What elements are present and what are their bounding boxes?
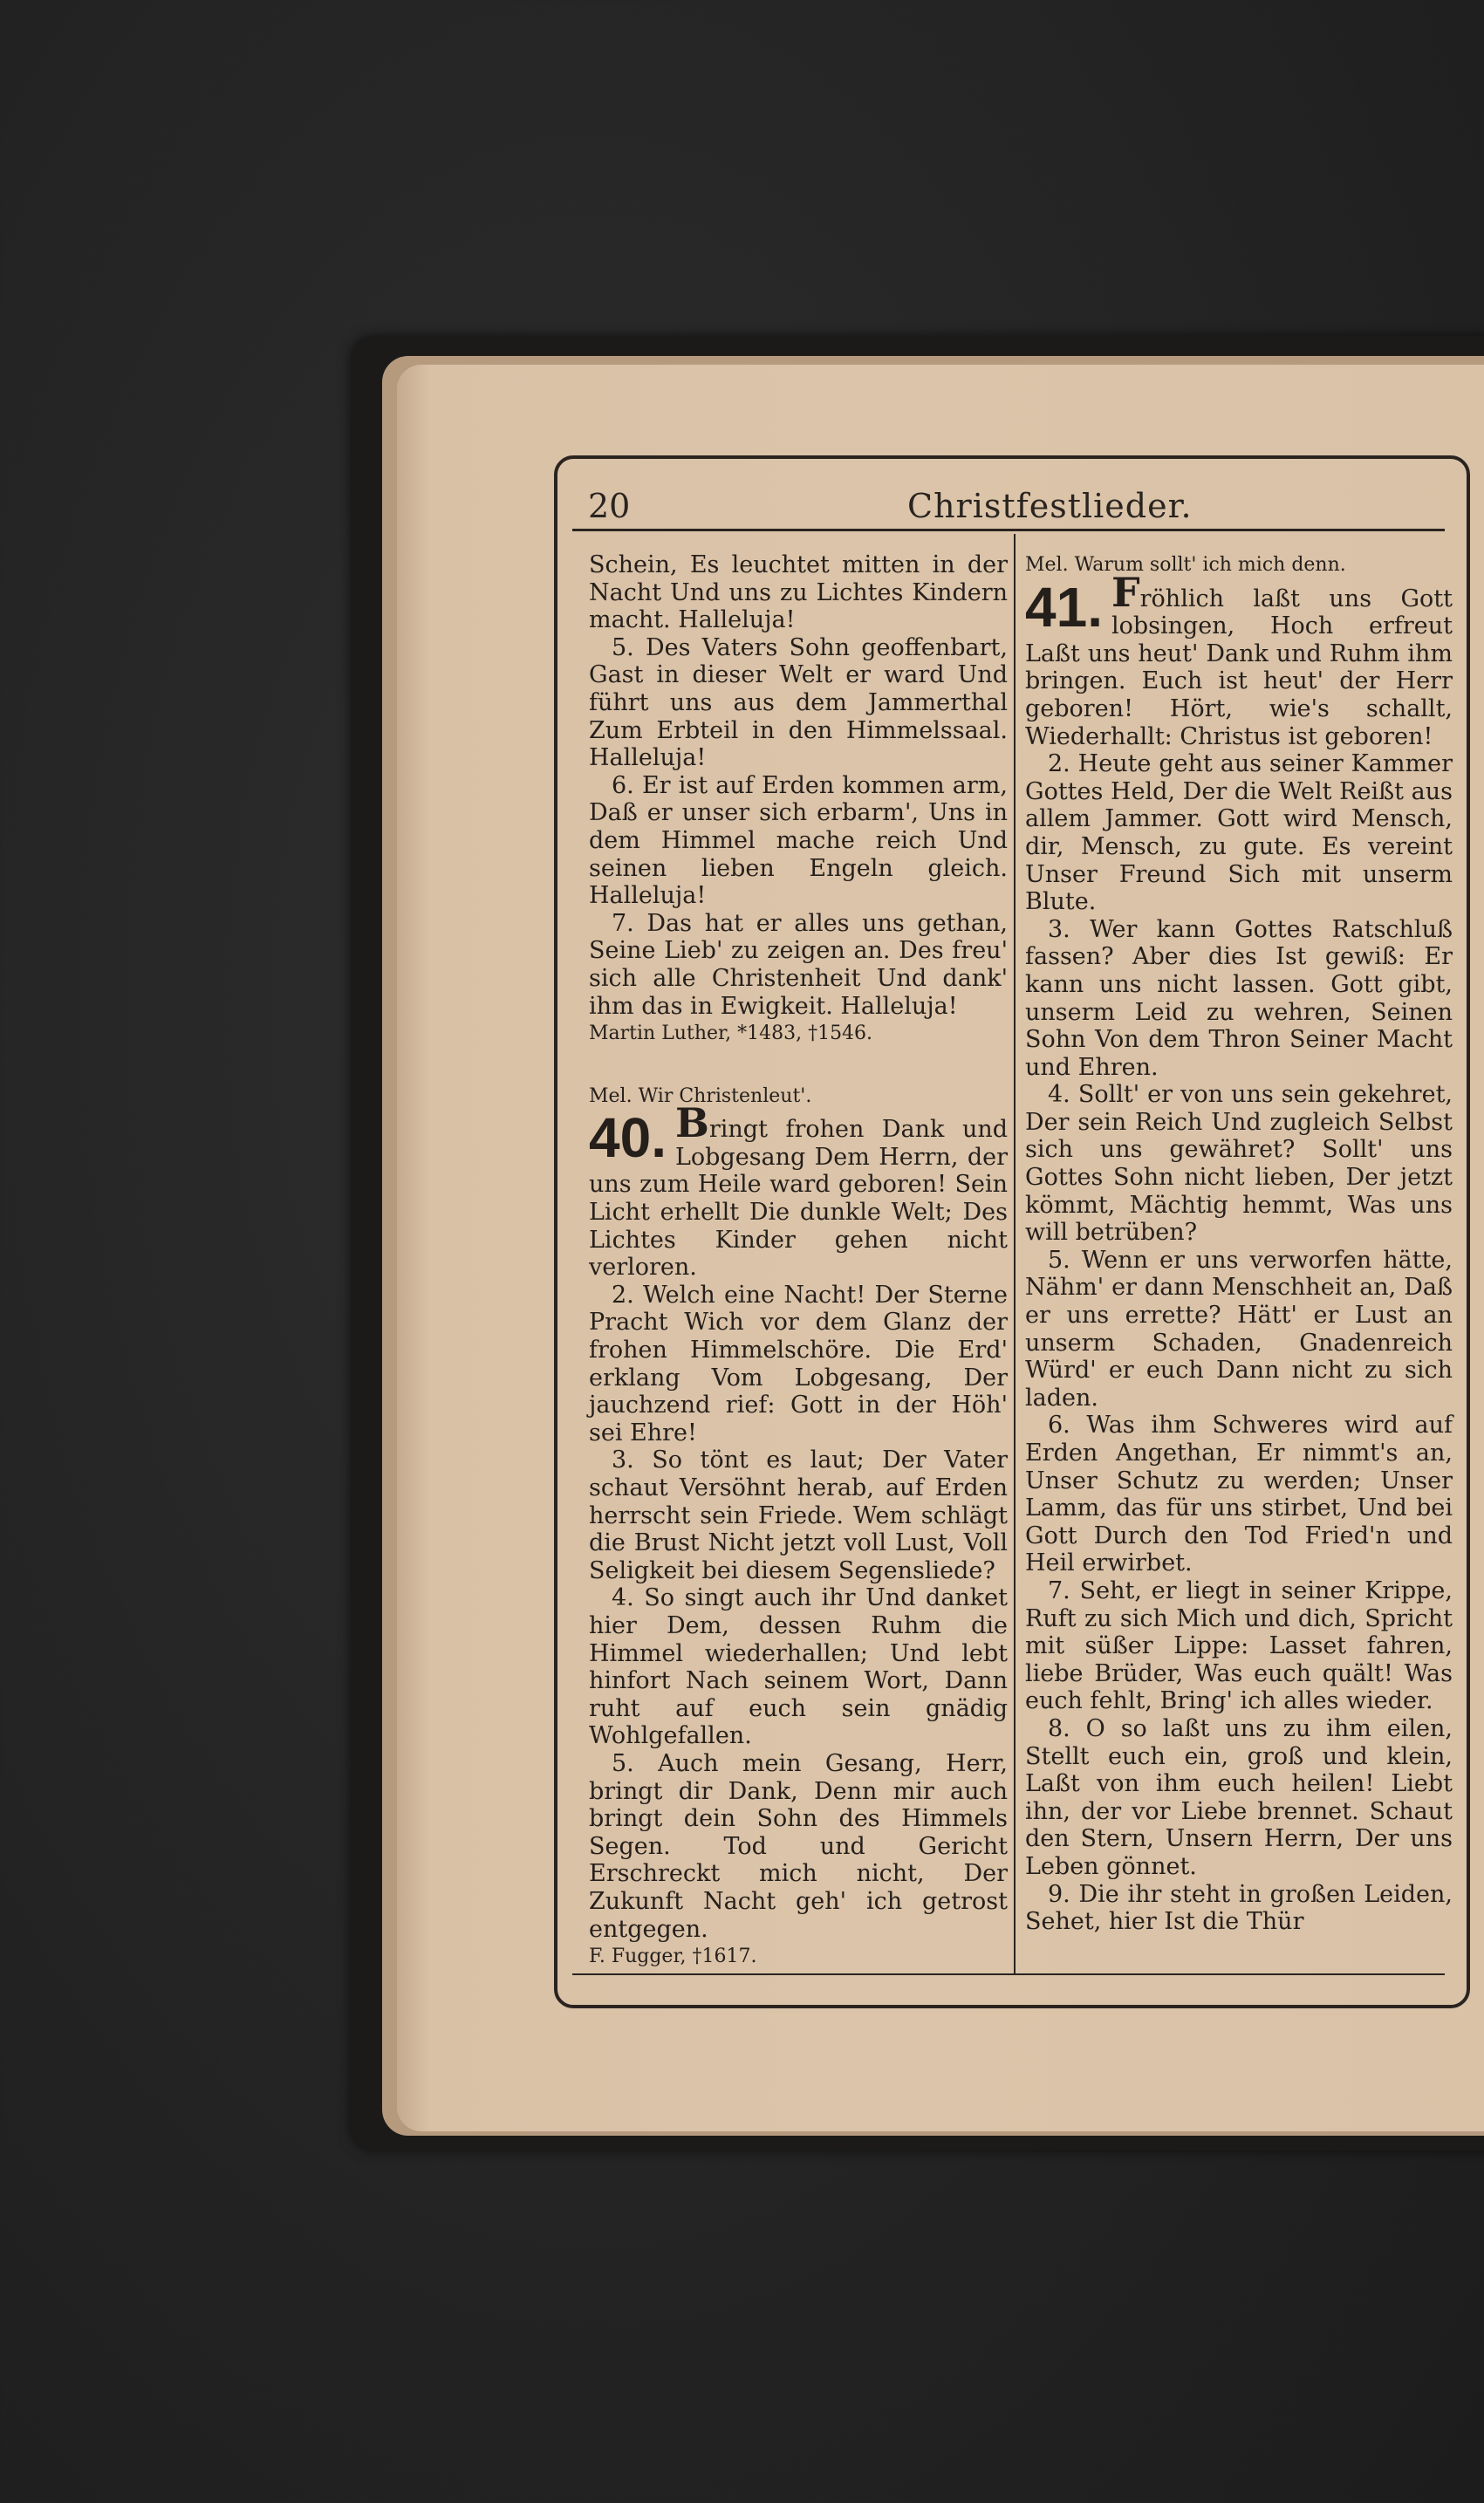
page-header (585, 485, 1457, 527)
hymn-41-verse-3: 3. Wer kann Gottes Ratschluß fassen? Aber dies Ist gewiß: Er kann uns nicht lassen. Gott gibt, unserm Leid zu wehren, Seinen Sohn Von dem Thron Seiner Macht und Ehren. (1025, 915, 1453, 1081)
hymn-40-attribution: F. Fugger, †1617. (589, 1946, 757, 1968)
hymn-39-attribution: Martin Luther, *1483, †1546. (589, 1022, 873, 1045)
hymn-41-verse-7: 7. Seht, er liegt in seiner Krippe, Ruft zu sich Mich und dich, Spricht mit süßer Lippe: Lasset fahren, liebe Brüder, Was euch quält! Was euch fehlt, Bring' ich alles wieder. (1025, 1576, 1453, 1715)
left-column (589, 551, 1008, 1971)
hymn-39-verse-6: 6. Er ist auf Erden kommen arm, Daß er unser sich erbarm', Uns in dem Himmel mache reich Und seinen lieben Engeln gleich. Halleluja! (589, 771, 1008, 910)
hymn-40-verse-5: 5. Auch mein Gesang, Herr, bringt dir Dank, Denn mir auch bringt dein Sohn des Himmels Segen. Tod und Gericht Erschreckt mich nicht, Der Zukunft Nacht geh' ich getrost entgegen. (589, 1749, 1008, 1943)
hymn-41-verse-5: 5. Wenn er uns verworfen hätte, Nähm' er dann Menschheit an, Daß er uns errette? Hätt' er Lust an unserm Schaden, Gnadenreich Würd' er euch Dann nicht zu sich laden. (1025, 1246, 1453, 1412)
hymn-41-verse-9: 9. Die ihr steht in großen Leiden, Sehet, hier Ist die Thür (1025, 1880, 1453, 1936)
running-title: Christfestlieder. (907, 487, 1193, 525)
hymn-40-verse-3: 3. So tönt es laut; Der Vater schaut Versöhnt herab, auf Erden herrscht sein Friede. Wem schlägt die Brust Nicht jetzt voll Lust, Voll Seligkeit bei diesem Segensliede? (589, 1446, 1008, 1584)
hymn-41-number: 41. (1025, 575, 1103, 639)
column-divider (1014, 534, 1016, 1973)
header-rule (572, 529, 1445, 531)
hymn-41-verse-4: 4. Sollt' er von uns sein gekehret, Der sein Reich Und zugleich Selbst sich uns gewähret? Sollt' uns Gottes Sohn nicht lieben, Der jetzt kömmt, Mächtig hemmt, Was uns will betrüben? (1025, 1081, 1453, 1247)
hymn-41-melody: Mel. Warum sollt' ich mich denn. (1025, 554, 1346, 576)
hymn-39-continuation: Schein, Es leuchtet mitten in der Nacht Und uns zu Lichtes Kindern macht. Halleluja! (589, 551, 1008, 634)
hymn-40-verse-1-text: ringt frohen Dank und Lobgesang Dem Herrn, der uns zum Heile ward geboren! Sein Licht erhellt Die dunkle Welt; Des Lichtes Kinder gehen nicht verloren. (589, 1116, 1008, 1282)
hymn-39-verse-5: 5. Des Vaters Sohn geoffenbart, Gast in dieser Welt er ward Und führt uns aus dem Jammerthal Zum Erbteil in den Himmelssaal. Halleluja! (589, 633, 1008, 772)
hymn-39-verse-7: 7. Das hat er alles uns gethan, Seine Lieb' zu zeigen an. Des freu' sich alle Christenheit Und dank' ihm das in Ewigkeit. Halleluja! (589, 909, 1008, 1020)
hymn-41-verse-8: 8. O so laßt uns zu ihm eilen, Stellt euch ein, groß und klein, Laßt von ihm euch heilen! Liebt ihn, der vor Liebe brennet. Schaut den Stern, Unsern Herrn, Der uns Leben gönnet. (1025, 1714, 1453, 1880)
hymn-40-verse-2: 2. Welch eine Nacht! Der Sterne Pracht Wich vor dem Glanz der frohen Himmelschöre. Die Erd' erklang Vom Lobgesang, Der jauchzend rief: Gott in der Höh' sei Ehre! (589, 1281, 1008, 1446)
hymn-40-dropcap: B (674, 1099, 709, 1147)
right-column (1025, 551, 1453, 1936)
hymn-41-verse-2: 2. Heute geht aus seiner Kammer Gottes Held, Der die Welt Reißt aus allem Jammer. Gott wird Mensch, dir, Mensch, zu gute. Es vereint Unser Freund Sich mit unserm Blute. (1025, 750, 1453, 916)
hymn-40-melody: Mel. Wir Christenleut'. (589, 1084, 812, 1107)
hymn-40-number: 40. (589, 1106, 667, 1170)
hymn-41-verse-6: 6. Was ihm Schweres wird auf Erden Angethan, Er nimmt's an, Unser Schutz zu werden; Unser Lamm, das für uns stirbet, Und bei Gott Durch den Tod Fried'n und Heil erwirbet. (1025, 1412, 1453, 1577)
hymn-40-verse-4: 4. So singt auch ihr Und danket hier Dem, dessen Ruhm die Himmel wiederhallen; Und lebt hinfort Nach seinem Wort, Dann ruht auf euch sein gnädig Wohlgefallen. (589, 1584, 1008, 1750)
hymn-40-start (589, 1099, 1008, 1282)
hymn-41-verse-1-text: röhlich laßt uns Gott lobsingen, Hoch erfreut Laßt uns heut' Dank und Ruhm ihm bringen. Euch ist heut' der Herr geboren! Hört, wie's schallt, Wiederhallt: Christus ist geboren! (1025, 585, 1453, 750)
bottom-rule (572, 1973, 1445, 1975)
hymn-41-dropcap: F (1111, 568, 1140, 616)
page-number: 20 (588, 487, 631, 525)
hymn-41-start (1025, 568, 1453, 751)
